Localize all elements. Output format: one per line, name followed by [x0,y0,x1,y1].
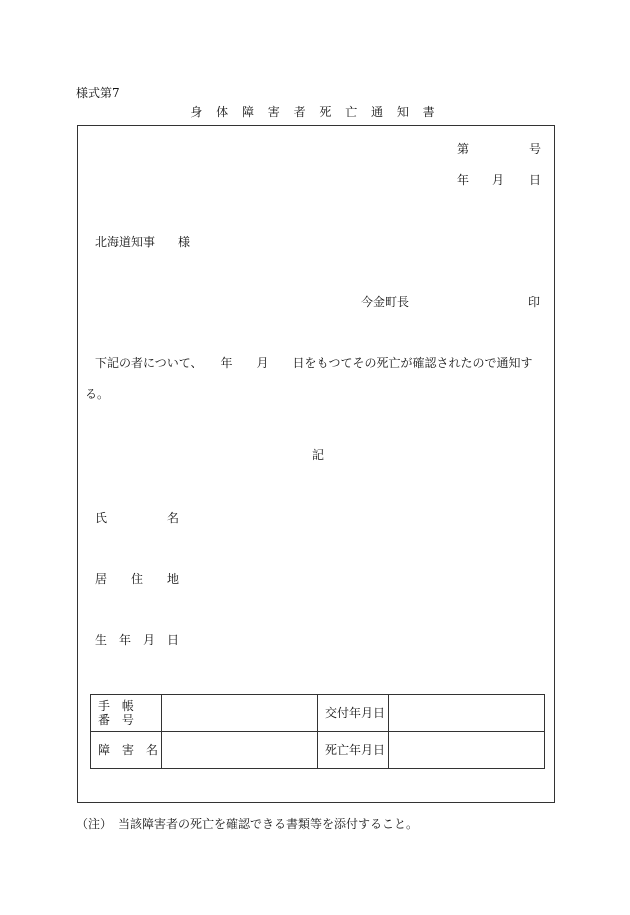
dob-label-part-4: 日 [167,633,180,647]
sender-name: 今金町長 [361,295,410,309]
address-label-part-2: 住 [131,572,144,586]
footnote: （注） 当該障害者の死亡を確認できる書類等を添付すること。 [76,817,419,831]
ki-heading: 記 [312,448,325,462]
seal-mark: 印 [528,295,541,309]
name-label-part-2: 名 [167,511,180,525]
addressee-honorific: 様 [178,235,191,249]
table-row [91,695,545,732]
table-row [91,732,545,769]
number-prefix: 第 [457,142,470,156]
body-text-line-2: る。 [85,387,110,401]
address-label-part-1: 居 [95,572,108,586]
info-table [90,694,545,769]
number-suffix: 号 [529,142,542,156]
document-title: 身 体 障 害 者 死 亡 通 知 書 [190,105,440,119]
notebook-number-field[interactable] [162,695,318,732]
issue-date-field[interactable] [389,695,545,732]
dob-label-part-1: 生 [95,633,108,647]
body-text-line-1: 下記の者について、 年 月 日をもつてその死亡が確認されたので通知す [95,356,533,370]
date-day-label: 日 [529,173,542,187]
date-year-label: 年 [457,173,470,187]
addressee-name: 北海道知事 [95,235,156,249]
date-month-label: 月 [492,173,505,187]
death-date-label: 死亡年月日 [318,732,389,769]
notebook-number-label: 手 帳 番 号 [91,695,162,732]
issue-date-label: 交付年月日 [318,695,389,732]
name-label-part-1: 氏 [95,511,108,525]
death-date-field[interactable] [389,732,545,769]
dob-label-part-3: 月 [143,633,156,647]
form-number: 様式第7 [76,86,120,100]
form-frame [77,125,555,803]
disability-name-field[interactable] [162,732,318,769]
dob-label-part-2: 年 [119,633,132,647]
address-label-part-3: 地 [167,572,180,586]
disability-name-label: 障 害 名 [91,732,162,769]
